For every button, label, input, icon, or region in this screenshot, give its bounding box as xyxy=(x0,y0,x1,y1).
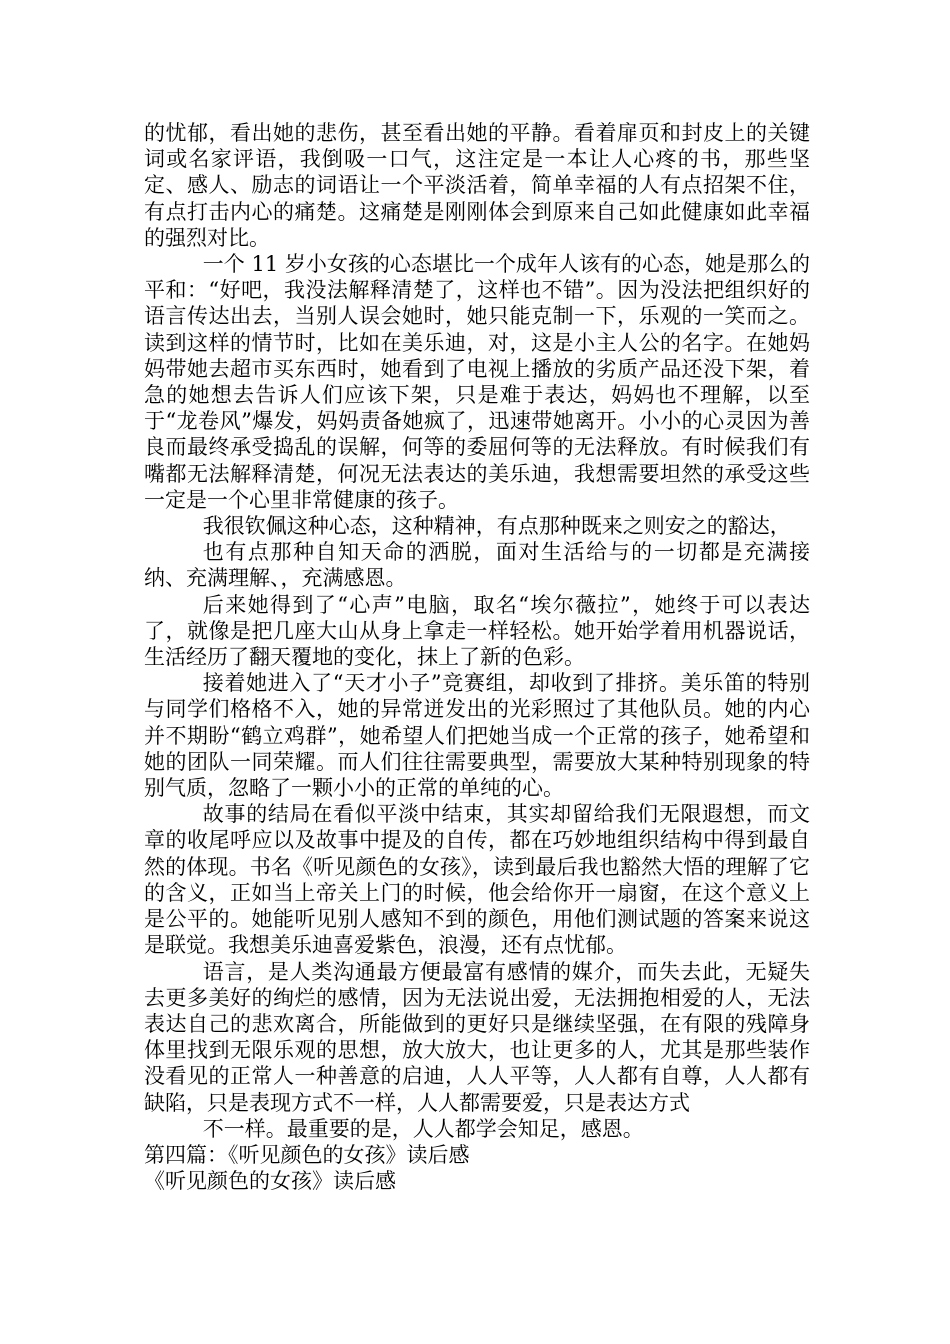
paragraph-8: 语言，是人类沟通最方便最富有感情的媒介，而失去此，无疑失去更多美好的绚烂的感情，因为无法说出爱，无法拥抱相爱的人，无法表达自己的悲欢离合，所能做到的更好只是继续坚强，在有限的残障身体里找到无限乐观的思想，放大放大，也让更多的人，尤其是那些装作没看见的正常人一种善意的启迪，人人平等，人人都有自尊，人人都有缺陷，只是表现方式不一样，人人都需要爱，只是表达方式 xyxy=(144,959,810,1115)
document-body xyxy=(144,120,810,1194)
paragraph-5: 后来她得到了“心声”电脑，取名“埃尔薇拉”，她终于可以表达了，就像是把几座大山从身上拿走一样轻松。她开始学着用机器说话，生活经历了翻天覆地的变化，抹上了新的色彩。 xyxy=(144,592,810,670)
paragraph-4: 也有点那种自知天命的洒脱，面对生活给与的一切都是充满接纳、充满理解、，充满感恩。 xyxy=(144,540,810,591)
paragraph-6: 接着她进入了“天才小子”竞赛组，却收到了排挤。美乐笛的特别与同学们格格不入，她的异常迸发出的光彩照过了其他队员。她的内心并不期盼“鹤立鸡群”，她希望人们把她当成一个正常的孩子，她希望和她的团队一同荣耀。而人们往往需要典型，需要放大某种特别现象的特别气质，忽略了一颗小小的正常的单纯的心。 xyxy=(144,671,810,801)
paragraph-2: 一个 11 岁小女孩的心态堪比一个成年人该有的心态，她是那么的平和：“好吧，我没法解释清楚了，这样也不错”。因为没法把组织好的语言传达出去，当别人误会她时，她只能克制一下，乐观的一笑而之。读到这样的情节时，比如在美乐迪，对，这是小主人公的名字。在她妈妈带她去超市买东西时，她看到了电视上播放的劣质产品还没下架，着急的她想去告诉人们应该下架，只是难于表达，妈妈也不理解，以至于“龙卷风”爆发，妈妈责备她疯了，迅速带她离开。小小的心灵因为善良而最终承受捣乱的误解，何等的委屈何等的无法释放。有时候我们有嘴都无法解释清楚，何况无法表达的美乐迪，我想需要坦然的承受这些一定是一个心里非常健康的孩子。 xyxy=(144,252,810,512)
paragraph-3: 我很钦佩这种心态，这种精神，有点那种既来之则安之的豁达， xyxy=(202,514,791,539)
paragraph-7: 故事的结局在看似平淡中结束，其实却留给我们无限遐想，而文章的收尾呼应以及故事中提及的自传，都在巧妙地组织结构中得到最自然的体现。书名《听见颜色的女孩》，读到最后我也豁然大悟的理解了它的含义，正如当上帝关上门的时候，他会给你开一扇窗，在这个意义上是公平的。她能听见别人感知不到的颜色，用他们测试题的答案来说这是联觉。我想美乐迪喜爱紫色，浪漫，还有点忧郁。 xyxy=(144,802,810,958)
paragraph-9: 不一样。最重要的是，人人都学会知足，感恩。 xyxy=(202,1116,644,1141)
section-title: 第四篇：《听见颜色的女孩》读后感 xyxy=(144,1142,470,1167)
paragraph-1: 的忧郁，看出她的悲伤，甚至看出她的平静。看着扉页和封皮上的关键词或名家评语，我倒吸一口气，这注定是一本让人心疼的书，那些坚定、感人、励志的词语让一个平淡活着，简单幸福的人有点招架不住，有点打击内心的痛楚。这痛楚是刚刚体会到原来自己如此健康如此幸福的强烈对比。 xyxy=(144,121,810,250)
section-subtitle: 《听见颜色的女孩》读后感 xyxy=(144,1169,396,1194)
